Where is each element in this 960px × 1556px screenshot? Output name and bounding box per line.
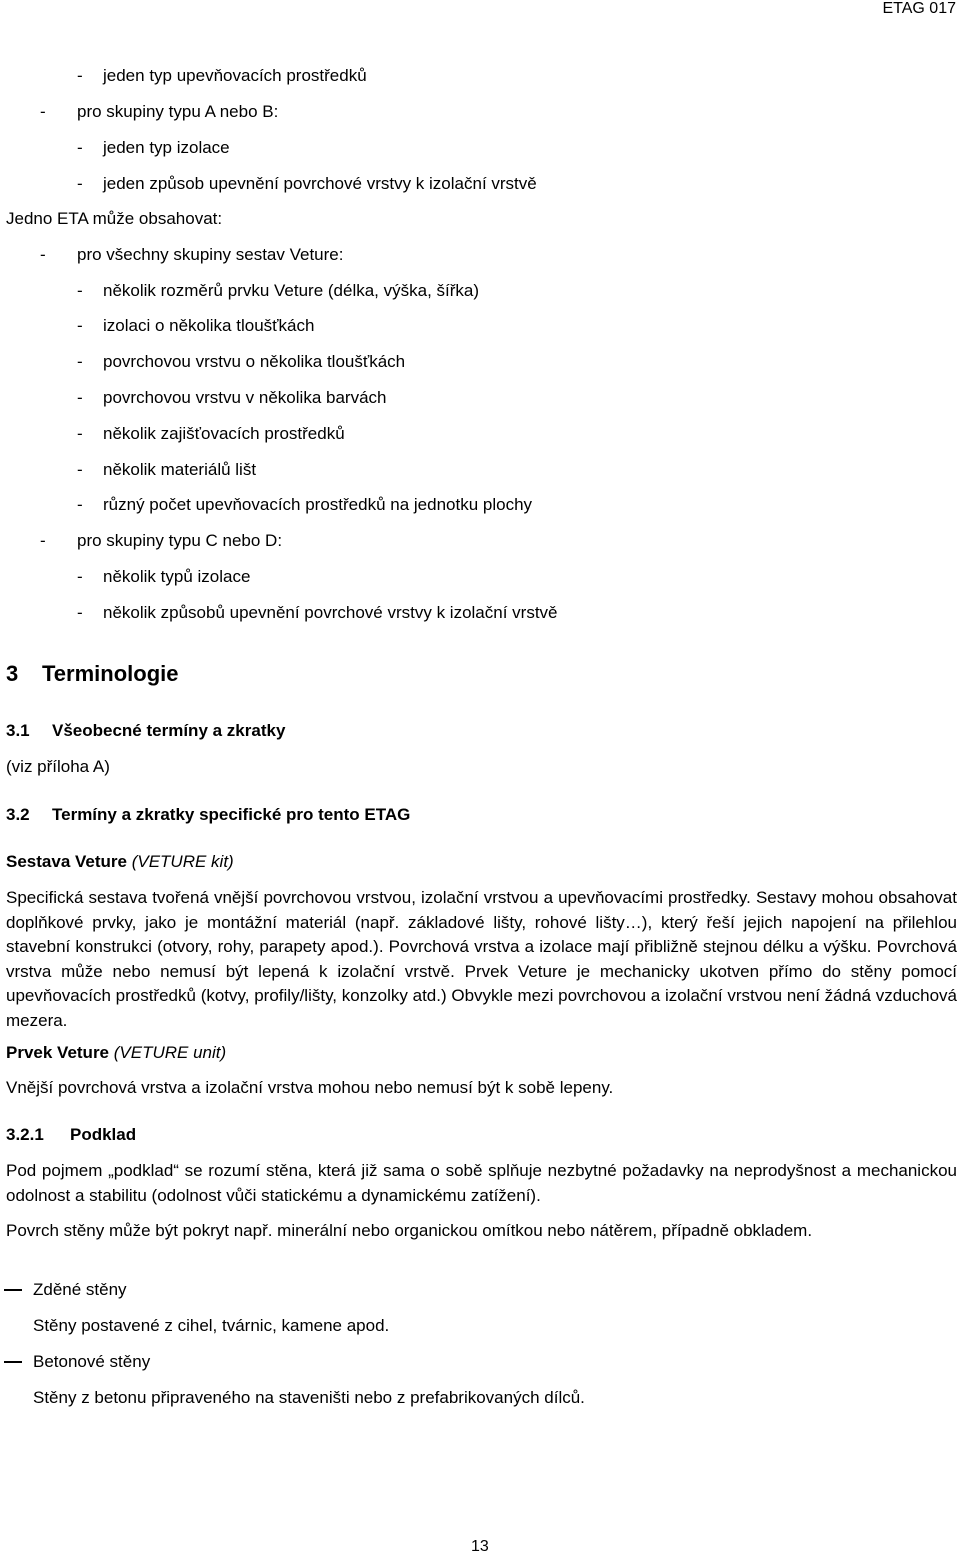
list-item: povrchovou vrstvu o několika tloušťkách <box>103 352 406 371</box>
substrate-definition: Pod pojmem „podklad“ se rozumí stěna, která již sama o sobě splňuje nezbytné požadavky na neprodyšnost a mechanickou odolnost a stabilitu (odolnost vůči statickému a dynamickému zatížení). <box>6 1161 957 1205</box>
subsubsection-title: Podklad <box>70 1125 137 1144</box>
dash-marker: - <box>40 245 46 264</box>
surface-definition: Povrch stěny může být pokryt např. minerální nebo organickou omítkou nebo nátěrem, případně obkladem. <box>6 1221 813 1240</box>
list-item: jeden typ upevňovacích prostředků <box>103 66 367 85</box>
dash-marker: - <box>77 567 83 586</box>
term-name: Sestava Veture <box>6 852 127 871</box>
list-item: pro skupiny typu A nebo B: <box>77 102 279 121</box>
dash-marker: - <box>40 531 46 550</box>
list-item: jeden způsob upevnění povrchové vrstvy k izolační vrstvě <box>103 174 537 193</box>
subsection-number: 3.1 <box>6 721 30 740</box>
dash-marker: - <box>77 603 83 622</box>
dash-marker: - <box>77 316 83 335</box>
dash-marker: - <box>40 102 46 121</box>
subsection-heading <box>6 721 285 741</box>
term-definition: Vnější povrchová vrstva a izolační vrstva mohou nebo nemusí být k sobě lepeny. <box>6 1078 614 1097</box>
term-heading <box>6 852 234 872</box>
subsubsection-number: 3.2.1 <box>6 1125 44 1144</box>
wall-type-title: Zděné stěny <box>33 1280 127 1299</box>
subsection-title: Všeobecné termíny a zkratky <box>52 721 286 740</box>
section-number: 3 <box>6 661 19 686</box>
list-item: několik materiálů lišt <box>103 460 257 479</box>
dash-marker: - <box>77 281 83 300</box>
term-definition: Specifická sestava tvořená vnější povrchovou vrstvou, izolační vrstvou a upevňovacími prostředky. Sestavy mohou obsahovat doplňkové prvky, jako je montážní materiál (např. základové lišty, rohové lišty…), který řeší jejich napojení na přilehlou stavební konstrukci (otvory, rohy, parapety apod.). Povrchová vrstva a izolace mají přibližně stejnou délku a výšku. Povrchová vrstva může nebo nemusí být lepená k izolační vrstvě. Prvek Veture je mechanicky ukotven přímo do stěny pomocí upevňovacích prostředků (kotvy, profily/lišty, konzolky atd.) Obvykle mezi povrchovou a izolační vrstvou není žádná vzduchová mezera. <box>6 888 957 1030</box>
dash-marker <box>4 1289 22 1291</box>
document-id: ETAG 017 <box>882 0 956 17</box>
subsection-heading <box>6 805 410 825</box>
page-number: 13 <box>471 1538 489 1555</box>
list-item: povrchovou vrstvu v několika barvách <box>103 388 387 407</box>
list-item: několik zajišťovacích prostředků <box>103 424 345 443</box>
subsubsection-heading <box>6 1125 136 1145</box>
list-item: pro skupiny typu C nebo D: <box>77 531 283 550</box>
wall-type-text: Stěny z betonu připraveného na staveništi nebo z prefabrikovaných dílců. <box>33 1388 585 1407</box>
list-item: pro všechny skupiny sestav Veture: <box>77 245 344 264</box>
wall-type-title: Betonové stěny <box>33 1352 151 1371</box>
wall-type-text: Stěny postavené z cihel, tvárnic, kamene apod. <box>33 1316 390 1335</box>
list-item: několik způsobů upevnění povrchové vrstvy k izolační vrstvě <box>103 603 558 622</box>
intro-text: Jedno ETA může obsahovat: <box>6 209 223 228</box>
list-item: několik rozměrů prvku Veture (délka, výška, šířka) <box>103 281 480 300</box>
section-title: Terminologie <box>42 661 179 686</box>
list-item: několik typů izolace <box>103 567 251 586</box>
subsection-title: Termíny a zkratky specifické pro tento ETAG <box>52 805 411 824</box>
dash-marker: - <box>77 174 83 193</box>
dash-marker: - <box>77 460 83 479</box>
term-english: (VETURE kit) <box>131 852 234 871</box>
dash-marker: - <box>77 138 83 157</box>
list-item: izolaci o několika tloušťkách <box>103 316 315 335</box>
list-item: různý počet upevňovacích prostředků na jednotku plochy <box>103 495 533 514</box>
section-heading <box>6 660 179 688</box>
dash-marker: - <box>77 66 83 85</box>
dash-marker: - <box>77 388 83 407</box>
dash-marker: - <box>77 495 83 514</box>
annex-reference: (viz příloha A) <box>6 757 110 776</box>
dash-marker: - <box>77 352 83 371</box>
term-name: Prvek Veture <box>6 1043 110 1062</box>
list-item: jeden typ izolace <box>103 138 230 157</box>
dash-marker: - <box>77 424 83 443</box>
subsection-number: 3.2 <box>6 805 30 824</box>
term-heading <box>6 1043 226 1063</box>
term-english: (VETURE unit) <box>113 1043 227 1062</box>
dash-marker <box>4 1361 22 1363</box>
